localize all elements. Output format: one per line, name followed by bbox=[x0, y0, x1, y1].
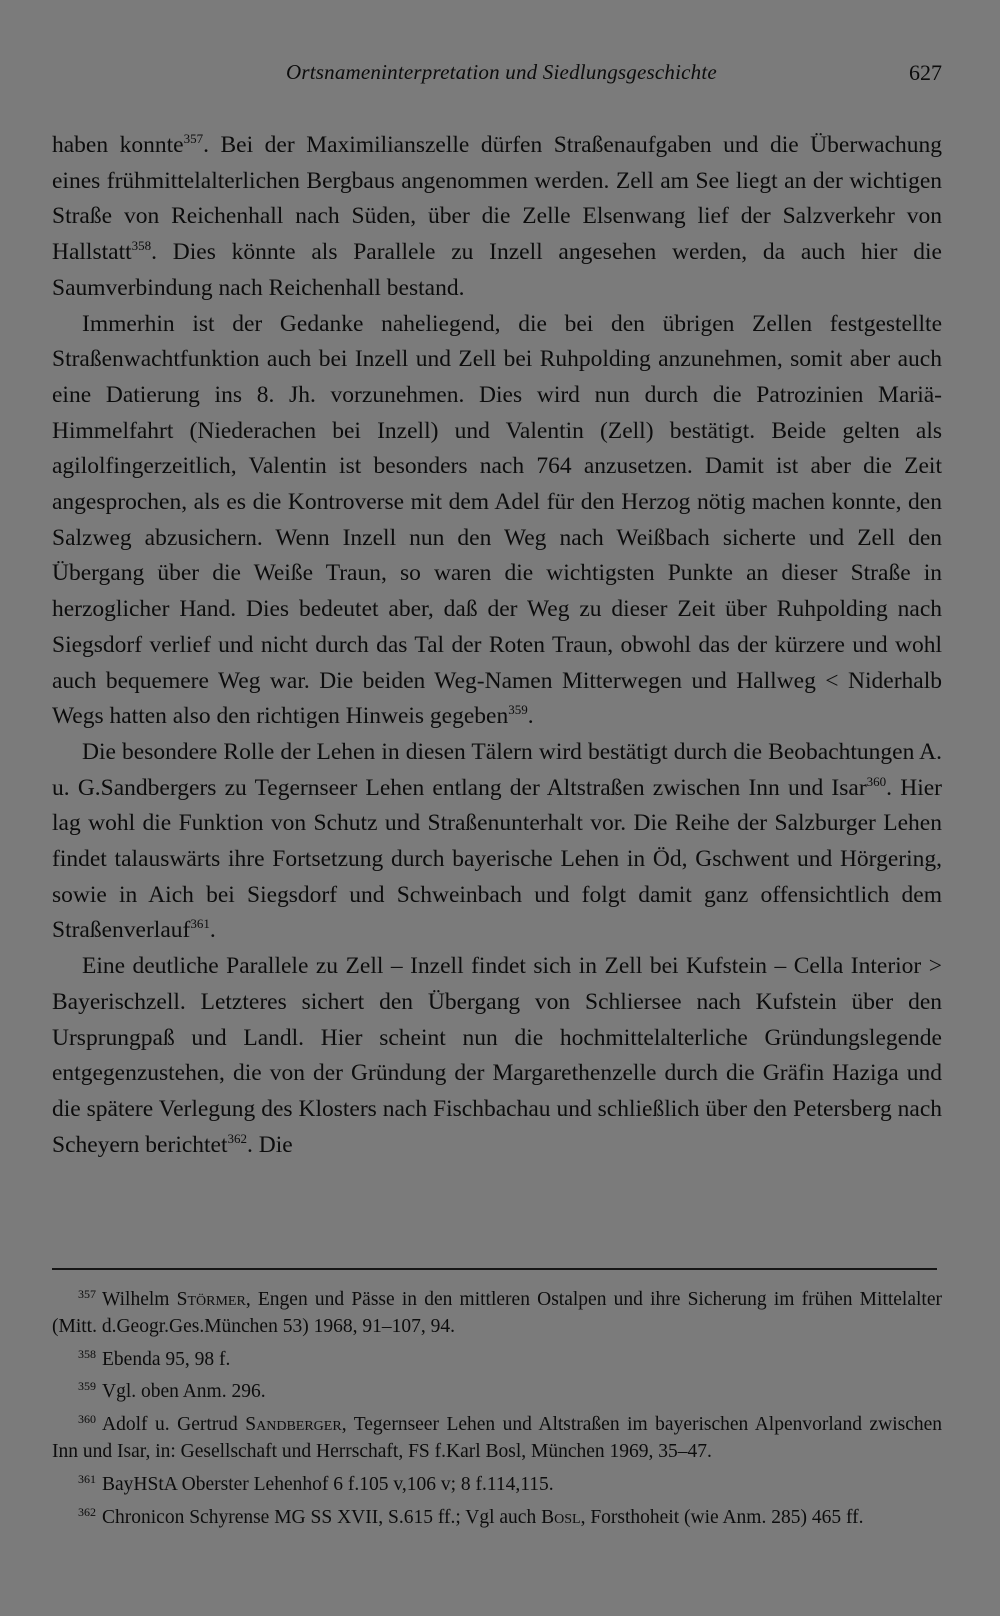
footnote-358 bbox=[52, 1341, 942, 1374]
page-header bbox=[52, 60, 942, 100]
footnote-ref-359: 359 bbox=[508, 702, 528, 718]
text-run: . Bei der Maximilianszelle dürfen Straßenaufgaben und die Überwachung eines frühmittelalterlichen Bergbaus angenommen werden. Zell am See liegt an der wichtigen Straße von Reichenhall nach Süden, über die Zelle Elsenwang lief der Salzverkehr von Hallstatt bbox=[52, 132, 942, 266]
text-run: . Hier lag wohl die Funktion von Schutz und Straßenunterhalt vor. Die Reihe der Salzburger Lehen findet talauswärts ihre Fortsetzung durch bayerische Lehen in Öd, Gschwent und Hörgering, sowie in Aich bei Siegsdorf und Schweinbach und folgt damit ganz offensichtlich dem Straßenverlauf bbox=[52, 774, 942, 944]
main-text bbox=[52, 128, 942, 1163]
text-run: Adolf u. Gertrud bbox=[102, 1414, 246, 1436]
footnote-362 bbox=[52, 1499, 942, 1532]
text-run: . Dies könnte als Parallele zu Inzell angesehen werden, da auch hier die Saumverbindung nach Reichenhall bestand. bbox=[52, 239, 942, 301]
running-title: Ortsnameninterpretation und Siedlungsgeschichte bbox=[286, 60, 717, 84]
paragraph-1 bbox=[52, 128, 942, 307]
author-name: Sandberger bbox=[245, 1414, 342, 1436]
paragraph-4 bbox=[52, 949, 942, 1163]
footnote-number: 357 bbox=[78, 1287, 96, 1301]
text-run: , Tegernseer Lehen und Altstraßen im bayerischen Alpenvorland zwischen Inn und Isar, in: Gesellschaft und Herrschaft, FS f.Karl Bosl, München 1969, 35–47. bbox=[52, 1414, 943, 1462]
footnote-357 bbox=[52, 1281, 942, 1341]
footnote-ref-358: 358 bbox=[131, 238, 152, 254]
footnote-number: 360 bbox=[78, 1412, 96, 1427]
text-run: haben konnte bbox=[52, 132, 184, 158]
text-run: . bbox=[209, 917, 216, 944]
text-run: BayHStA Oberster Lehenhof 6 f.105 v,106 v; 8 f.114,115. bbox=[102, 1473, 554, 1495]
text-run: , Engen und Pässe in den mittleren Ostalpen und ihre Sicherung im frühen Mittelalter (Mitt. d.Geogr.Ges.München 53) 1968, 91–107, 94. bbox=[52, 1289, 942, 1337]
author-name: Störmer bbox=[176, 1289, 246, 1310]
text-run: Die besondere Rolle der Lehen in diesen Tälern wird bestätigt durch die Beobachtungen A. u. G.Sandbergers zu Tegernseer Lehen entlang der Altstraßen zwischen Inn und Isar bbox=[52, 738, 942, 801]
footnote-number: 359 bbox=[78, 1379, 96, 1394]
text-run: , Forsthoheit (wie Anm. 285) 465 ff. bbox=[580, 1506, 864, 1528]
text-run: Wilhelm bbox=[102, 1289, 177, 1310]
paragraph-2 bbox=[52, 307, 942, 735]
footnote-ref-362: 362 bbox=[227, 1130, 248, 1146]
footnote-number: 362 bbox=[78, 1504, 96, 1519]
text-run: . bbox=[527, 703, 534, 730]
footnote-ref-357: 357 bbox=[183, 131, 204, 147]
footnotes bbox=[52, 1281, 942, 1531]
footnote-divider bbox=[52, 1268, 937, 1270]
footnote-ref-361: 361 bbox=[190, 916, 210, 932]
text-run: Ebenda 95, 98 f. bbox=[102, 1348, 231, 1370]
paragraph-3 bbox=[52, 735, 942, 949]
text-run: . Die bbox=[247, 1131, 293, 1158]
footnote-ref-360: 360 bbox=[866, 773, 887, 789]
footnote-359 bbox=[52, 1373, 942, 1406]
footnote-360 bbox=[52, 1406, 942, 1466]
author-name: Bosl bbox=[541, 1506, 581, 1528]
text-run: Eine deutliche Parallele zu Zell – Inzell findet sich in Zell bei Kufstein – Cella Interior > Bayerischzell. Letzteres sichert den Übergang von Schliersee nach Kufstein über den Ursprungpaß und Landl. Hier scheint nun die hochmittelalterliche Gründungslegende entgegenzustehen, die von der Gründung der Margarethenzelle durch die Gräfin Haziga und die spätere Verlegung des Klosters nach Fischbachau und schließlich über den Petersberg nach Scheyern berichtet bbox=[52, 953, 942, 1158]
text-run: Chronicon Schyrense MG SS XVII, S.615 ff.; Vgl auch bbox=[102, 1506, 542, 1528]
footnote-number: 361 bbox=[78, 1471, 96, 1486]
footnote-number: 358 bbox=[78, 1346, 96, 1361]
footnote-361 bbox=[52, 1466, 942, 1499]
text-run: Vgl. oben Anm. 296. bbox=[102, 1381, 266, 1403]
page-number: 627 bbox=[909, 60, 942, 85]
text-run: Immerhin ist der Gedanke naheliegend, die bei den übrigen Zellen festgestellte Straßenwachtfunktion auch bei Inzell und Zell bei Ruhpolding anzunehmen, somit aber auch eine Datierung ins 8. Jh. vorzunehmen. Dies wird nun durch die Patrozinien Mariä-Himmelfahrt (Niederachen bei Inzell) und Valentin (Zell) bestätigt. Beide gelten als agilolfingerzeitlich, Valentin ist besonders nach 764 anzusetzen. Damit ist aber die Zeit angesprochen, als es die Kontroverse mit dem Adel für den Herzog nötig machen konnte, den Salzweg abzusichern. Wenn Inzell nun den Weg nach Weißbach sicherte und Zell den Übergang über die Weiße Traun, so waren die wichtigsten Punkte an dieser Straße in herzoglicher Hand. Dies bedeutet aber, daß der Weg zu dieser Zeit über Ruhpolding nach Siegsdorf verlief und nicht durch das Tal der Roten Traun, obwohl das der kürzere und wohl auch bequemere Weg war. Die beiden Weg-Namen Mitterwegen und Hallweg < Niderhalb Wegs hatten also den richtigen Hinweis gegeben bbox=[52, 310, 942, 730]
